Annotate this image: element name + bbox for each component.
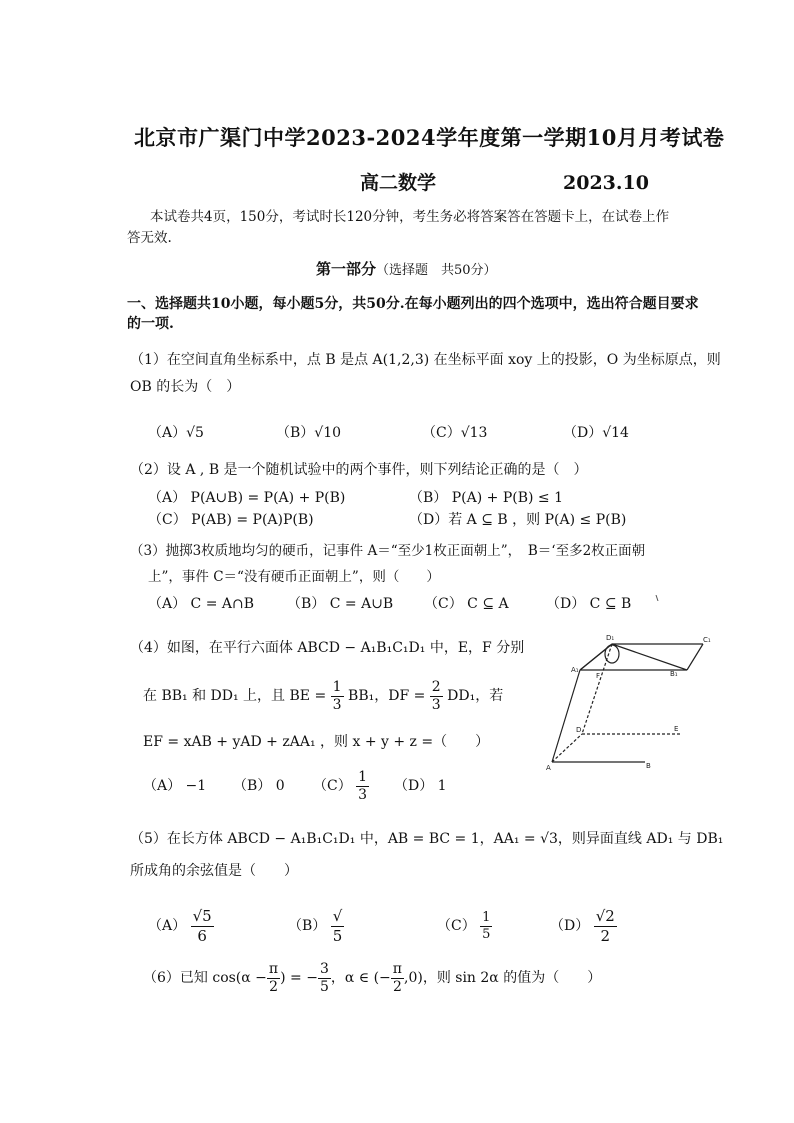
q6-part-b: ) = − — [280, 970, 318, 986]
exam-subject: 高二数学 — [360, 172, 437, 194]
section-instruction-line-1: 一、选择题共10小题，每小题5分，共50分.在每小题列出的四个选项中，选出符合题目要求 — [127, 296, 699, 312]
fraction-denominator: 3 — [332, 696, 342, 713]
q4-stem-line-2 — [143, 678, 503, 714]
q4-stem-line-1: （4）如图，在平行六面体 ABCD − A₁B₁C₁D₁ 中，E，F 分别 — [130, 640, 525, 656]
q2-option-a: （A） P(A∪B) = P(A) + P(B) — [148, 490, 346, 506]
q5-option-d-fraction — [594, 907, 617, 946]
q1-option-a: （A）√5 — [148, 425, 204, 441]
fraction-denominator: 3 — [431, 696, 441, 713]
fraction-numerator: √2 — [595, 906, 615, 925]
q4-fraction-df — [430, 679, 443, 714]
label-d1: D₁ — [606, 634, 615, 642]
fraction-numerator: π — [268, 960, 279, 977]
q4-option-b: （B） 0 — [233, 778, 285, 794]
label-d: D — [576, 726, 582, 734]
q6-part-a: （6）已知 cos(α − — [143, 970, 267, 986]
q6-part-d: ,0)，则 sin 2α 的值为（ ） — [404, 970, 602, 986]
q5-option-a — [148, 904, 214, 948]
instructions-line-2: 答无效. — [127, 230, 172, 246]
stray-mark — [655, 586, 659, 592]
q4-option-c — [313, 766, 369, 806]
label-e: E — [674, 725, 679, 733]
exam-date: 2023.10 — [563, 172, 649, 194]
q6-fraction-pi-over-2 — [267, 961, 280, 996]
q6-stem — [143, 958, 601, 998]
q4-fraction-be — [331, 679, 344, 714]
exam-title: 北京市广渠门中学2023-2024学年度第一学期10月月考试卷 — [134, 125, 725, 150]
q5-stem-line-2: 所成角的余弦值是（ ） — [130, 863, 298, 879]
q2-option-d: （D）若 A ⊆ B ，则 P(A) ≤ P(B) — [409, 512, 627, 528]
edge-d1-b1 — [612, 644, 687, 670]
q2-stem: （2）设 A , B 是一个随机试验中的两个事件，则下列结论正确的是（ ） — [130, 462, 588, 478]
q3-option-c: （C） C ⊆ A — [424, 596, 509, 612]
q1-option-d: （D）√14 — [563, 425, 629, 441]
q5-option-b — [288, 904, 344, 948]
fraction-denominator: 5 — [332, 926, 343, 945]
q1-stem-line-2: OB 的长为（ ） — [130, 379, 241, 395]
fraction-denominator: 5 — [482, 926, 491, 942]
q1-option-c: （C）√13 — [422, 425, 488, 441]
label-b1: B₁ — [670, 670, 678, 678]
q3-stem-line-2: 上”，事件 C＝“没有硬币正面朝上”，则（ ） — [148, 569, 440, 585]
part1-note: （选择题 共50分） — [376, 263, 497, 278]
fraction-numerator: 1 — [482, 909, 491, 925]
q4-line2-part-b: BB₁，DF = — [348, 688, 426, 704]
edge-c1-b1 — [687, 644, 703, 670]
fraction-numerator: √ — [332, 906, 343, 925]
highlight-circle — [605, 645, 619, 663]
part1-heading — [316, 259, 497, 281]
fraction-denominator: 2 — [269, 978, 278, 995]
q5-stem-line-1: （5）在长方体 ABCD − A₁B₁C₁D₁ 中，AB = BC = 1，AA₁ = √3，则异面直线 AD₁ 与 DB₁ — [130, 831, 724, 847]
q4-option-a: （A） −1 — [143, 778, 207, 794]
instructions-line-1: 本试卷共4页，150分，考试时长120分钟，考生务必将答案答在答题卡上，在试卷上作 — [150, 209, 670, 225]
label-f: F — [596, 672, 601, 680]
q5-option-d-label: （D） — [550, 918, 590, 934]
q4-stem-line-3: EF = xAB + yAD + zAA₁ ，则 x + y + z =（ ） — [143, 734, 490, 750]
q6-part-c: ，α ∈ (− — [330, 970, 391, 986]
q4-line2-part-c: DD₁，若 — [447, 688, 504, 704]
q6-fraction-3-over-5 — [318, 961, 331, 996]
fraction-denominator: 5 — [319, 978, 329, 995]
q6-fraction-pi-over-2-b — [391, 961, 404, 996]
q3-option-b: （B） C = A∪B — [287, 596, 394, 612]
parallelepiped-figure — [540, 632, 720, 772]
section-instruction-line-2: 的一项. — [127, 316, 174, 332]
q5-option-c-fraction — [480, 910, 492, 943]
q5-option-c — [437, 904, 492, 948]
q5-option-a-fraction — [191, 907, 214, 946]
q2-option-c: （C） P(AB) = P(A)P(B) — [148, 512, 314, 528]
fraction-numerator: 1 — [358, 768, 368, 785]
fraction-numerator: 3 — [319, 960, 329, 977]
q1-option-b: （B）√10 — [276, 425, 342, 441]
fraction-numerator: √5 — [192, 906, 212, 925]
fraction-numerator: π — [392, 960, 402, 977]
fraction-denominator: 2 — [600, 926, 611, 945]
label-a1: A₁ — [571, 666, 579, 674]
label-b: B — [646, 762, 651, 770]
q5-option-b-fraction — [331, 907, 345, 946]
label-a: A — [546, 764, 551, 772]
q5-option-b-label: （B） — [288, 918, 327, 934]
q4-option-c-fraction — [356, 769, 369, 804]
fraction-numerator: 1 — [332, 678, 342, 695]
q1-stem-line-1: （1）在空间直角坐标系中，点 B 是点 A(1,2,3) 在坐标平面 xoy 上的投影，O 为坐标原点，则 — [130, 352, 721, 368]
q4-option-c-label: （C） — [313, 778, 352, 794]
fraction-denominator: 2 — [392, 978, 402, 995]
q5-option-c-label: （C） — [437, 918, 476, 934]
q4-line2-part-a: 在 BB₁ 和 DD₁ 上，且 BE = — [143, 688, 327, 704]
q5-option-d — [550, 904, 617, 948]
q4-option-d: （D） 1 — [394, 778, 447, 794]
edge-d1-d — [582, 644, 612, 734]
fraction-denominator: 3 — [358, 786, 368, 803]
part1-title: 第一部分 — [316, 260, 377, 278]
fraction-numerator: 2 — [431, 678, 441, 695]
fraction-denominator: 6 — [197, 926, 207, 945]
label-c1: C₁ — [703, 636, 711, 644]
q3-option-d: （D） C ⊆ B — [546, 596, 632, 612]
q2-option-b: （B） P(A) + P(B) ≤ 1 — [409, 490, 563, 506]
q3-stem-line-1: （3）抛掷3枚质地均匀的硬币，记事件 A＝“至少1枚正面朝上”， B＝‘至多2枚正面朝 — [130, 543, 646, 559]
edge-a1-a — [552, 670, 580, 762]
q5-option-a-label: （A） — [148, 918, 187, 934]
q3-option-a: （A） C = A∩B — [148, 596, 255, 612]
